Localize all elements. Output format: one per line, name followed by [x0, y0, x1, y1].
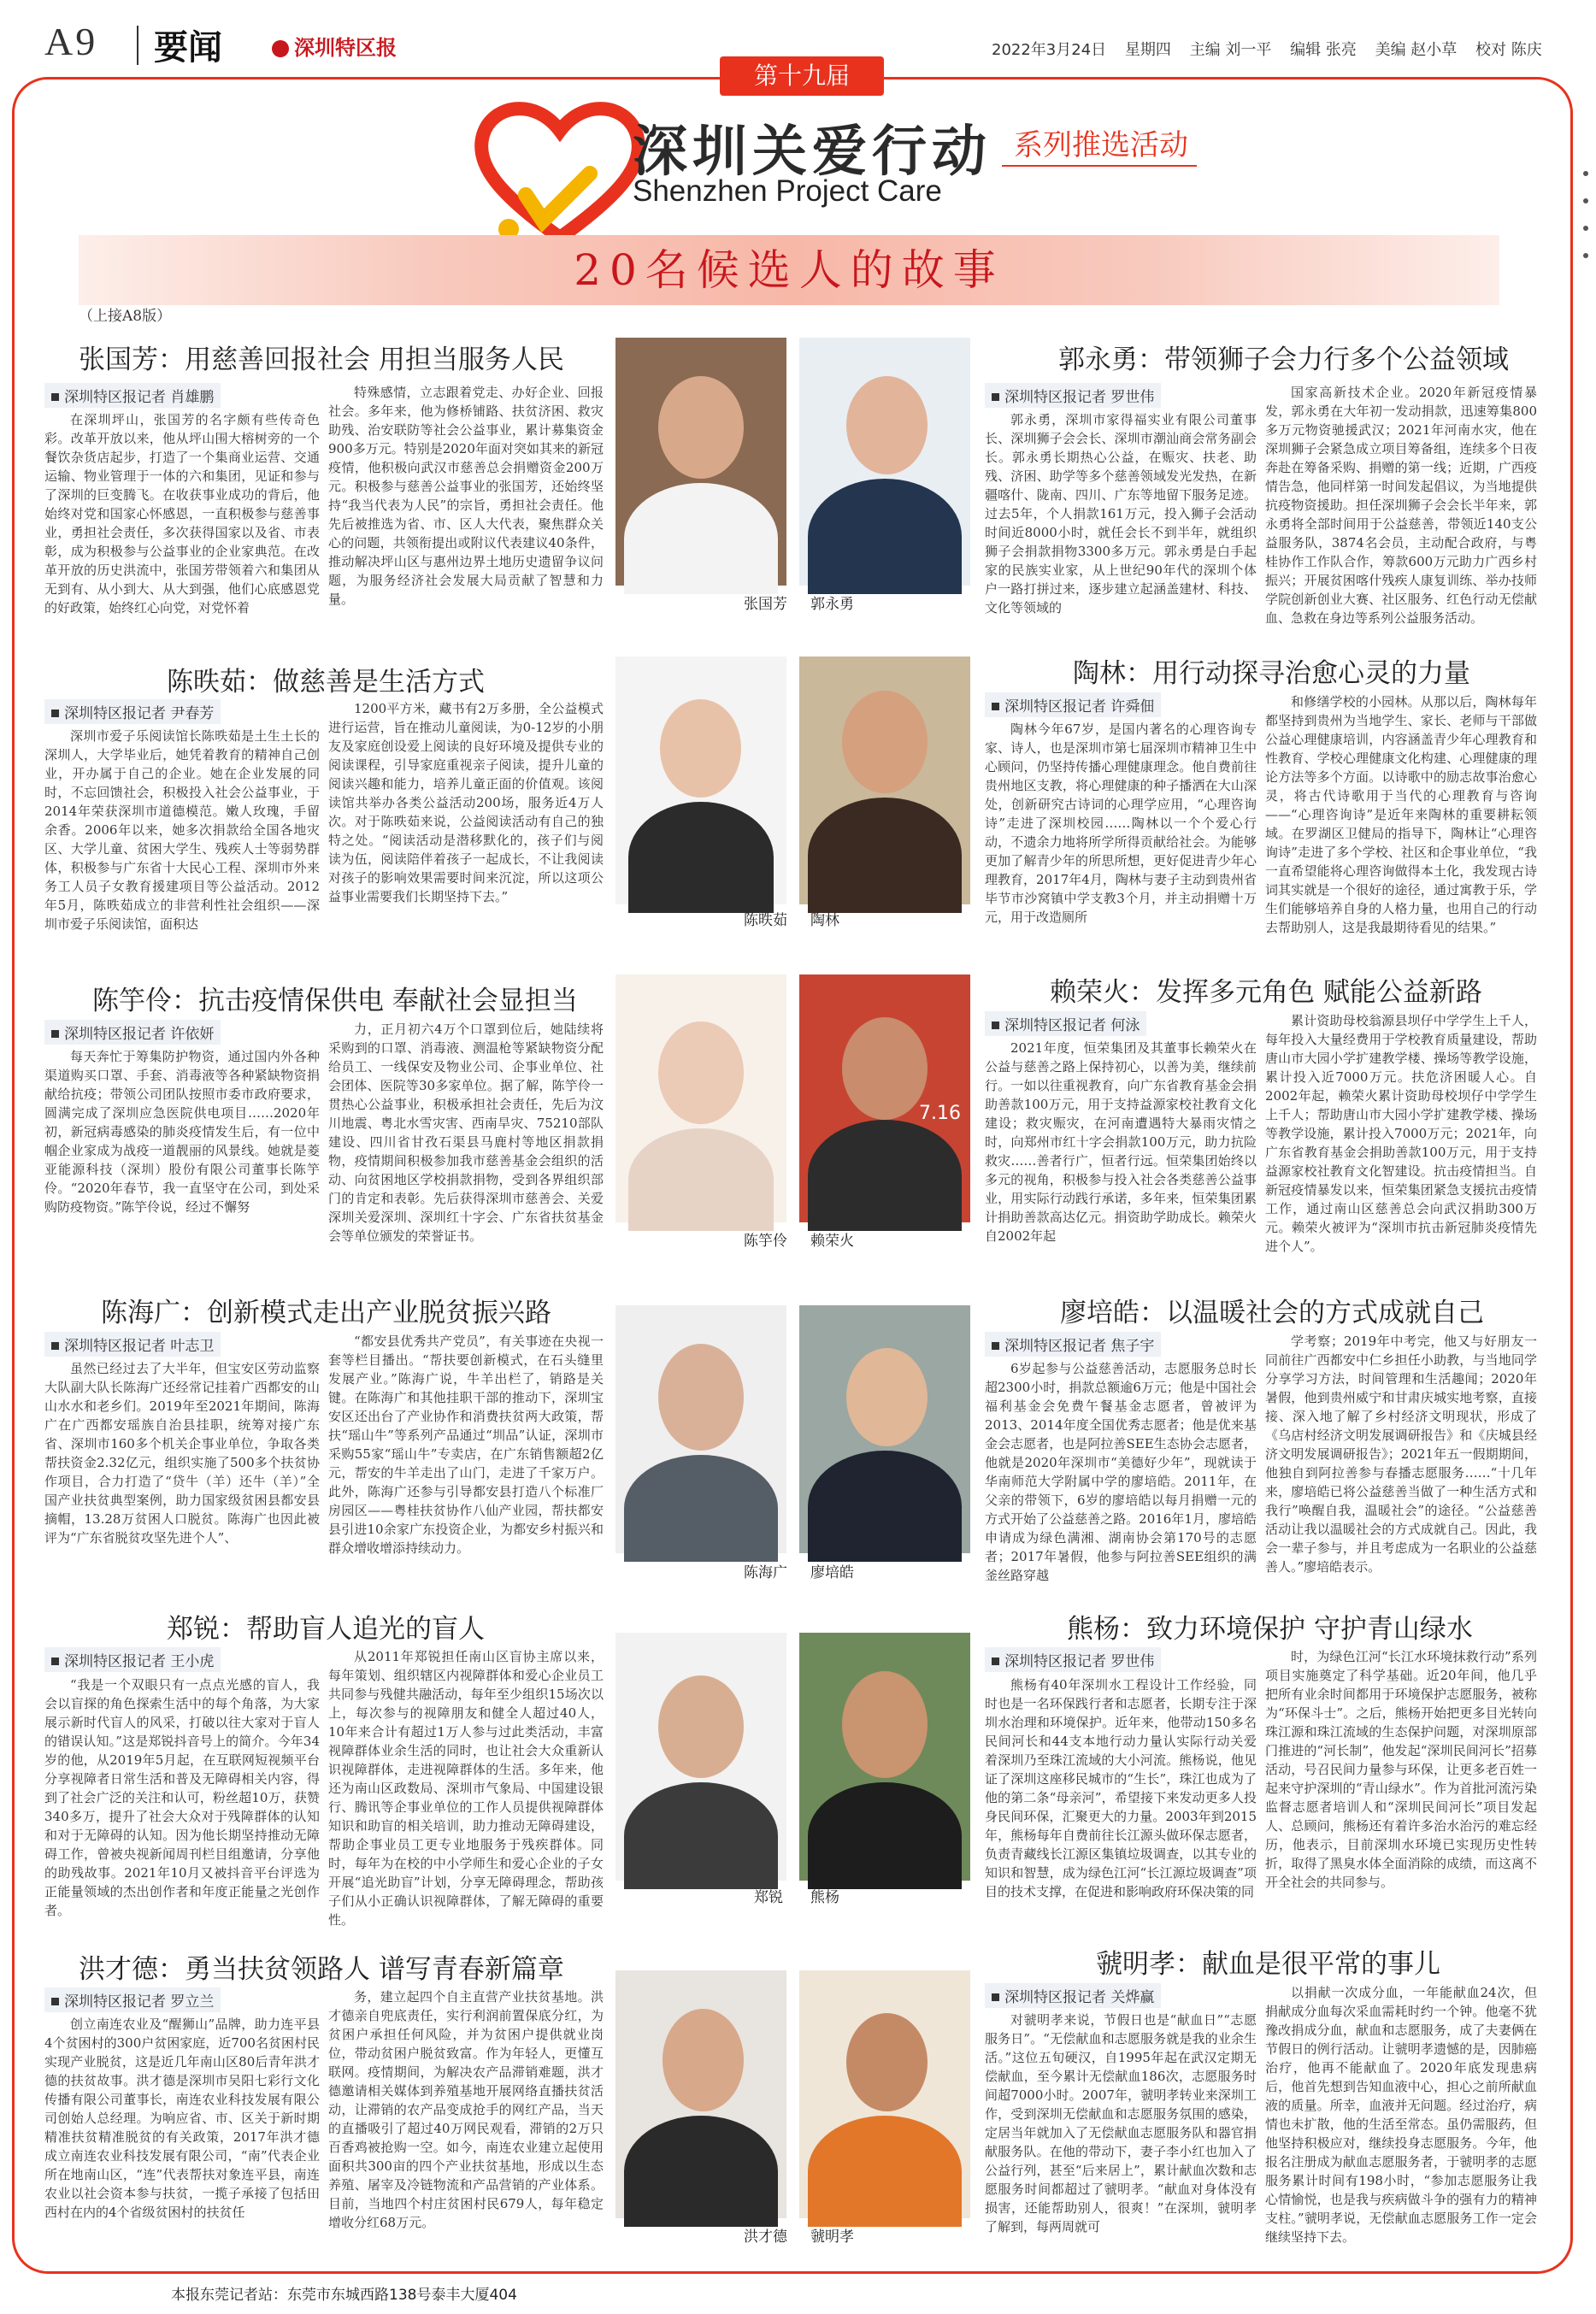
story-guo-yongyong: [1058, 338, 1509, 376]
story-body-col1: 每天奔忙于筹集防护物资，通过国内外各种渠道购买口罩、手套、消毒液等各种紧缺物资捐献给抗疫；带领公司团队按照市委市政府要求，圆满完成了深圳应急医院供电项目……2020年初，新冠病毒感染的肺炎疫情发生后，有一位中帼企业家成为战疫一道靓丽的风景线。她就是菱亚能源科技（深圳）股份有限公司董事长陈竽伶。“2020年春节，我一直坚守在公司，到处采购防疫物资。”陈竽伶说，经过不懈努: [44, 1049, 320, 1215]
photo-face: [846, 1348, 928, 1446]
story-title: 廖培皓：以温暖社会的方式成就自己: [1060, 1298, 1484, 1328]
story-title: 郑锐：帮助盲人追光的盲人: [167, 1614, 485, 1645]
portrait-photo: [799, 1970, 970, 2218]
story-xiong-yang: [1067, 1607, 1494, 1646]
story-body-col2: 学考察；2019年中考完，他又与好朋友一同前往广西都安中仁乡担任小助教，与当地同学分享学习方法，时间管理和生活趣闻；2020年暑假，他到贵州威宁和甘肃庆城实地考察，直接接、深入地了解了乡村经济文明现状，形成了《乌店村经济文明发展调研报告》和《庆城县经济文明发展调研报告》；2021年五一假期期间，他独自到阿拉善参与春播志愿服务……“十几年来，廖培皓已将公益慈善当做了一种生活方式和我行”唤醒自我，温暖社会”的途径。“公益慈善活动让我以温暖社会的方式成就自己。因此，我会一辈子参与，并且考虑成为一名职业的公益慈善人。”廖培皓表示。: [1265, 1334, 1537, 1575]
story-body-col1: “我是一个双眼只有一点点光感的盲人，我会以盲探的角色探索生活中的每个角落，为大家展示新时代盲人的风采，打破以往大家对于盲人的错误认知。”这是郑锐抖音号上的简介。今年34岁的他，从2019年5月起，在互联网短视频平台分享视障者日常生活和普及无障碍相关内容，得到了社会广泛的关注和认可，粉丝超10万，获赞340多万，提升了社会大众对于残障群体的认知和对于无障碍的认知。因为他长期坚持推动无障碍工作，曾被央视新闻周刊栏目组邀请，分享他的助残故事。2021年10月又被抖音平台评选为正能量领域的杰出创作者和年度正能量之光创作者。: [44, 1677, 320, 1918]
portrait-photo: [799, 1305, 970, 1553]
story-body-col2: 国家高新技术企业。2020年新冠疫情暴发，郭永勇在大年初一发动捐款，迅速筹集800多万元物资驰援武汉；2021年河南水灾，他在深圳狮子会紧急成立项目筹备组，连续多个日夜奔赴在筹备采购、捐赠的第一线；近期，广西疫情告急，他同样第一时间发起倡议，为当地提供抗疫物资援助。担任深圳狮子会会长半年来，郭永勇将全部时间用于公益慈善，带领近140支公益服务队，3874名会员，主动配合政府，与粤桂协作工作队合作，筹款600万元助力广西乡村振兴；开展贫困喀什残疾人康复训练、举办技师学院创新创业大赛、社区服务、红色行动无偿献血、急救在身边等系列公益服务活动。: [1265, 385, 1537, 626]
feature-banner: [79, 235, 1499, 305]
story-chen-yiru: [167, 660, 560, 698]
photo-body: [624, 1455, 778, 1562]
photo-face: [842, 1671, 928, 1778]
photo-face: [658, 376, 744, 479]
story-body-col1: 在深圳坪山，张国芳的名字颇有些传奇色彩。改革开放以来，他从坪山围大榕树旁的一个餐饮杂货店起步，打造了一个集商业运营、交通运输、物业管理于一体的六和集团，见证和参与了深圳的巨变腾飞。在收获事业成功的背后，他始终对党和国家心怀感恩，一直积极参与慈善事业，勇担社会责任，多次获得国家以及省、市表彰，成为积极参与公益事业的企业家典范。在改革开放的历史洪流中，张国芳带领着六和集团从无到有、从小到大、从大到强，他们心底感恩党的好政策，始终红心向党，对党怀着: [44, 412, 320, 615]
photo-caption: 虢明孝: [810, 2229, 854, 2246]
photo-body: [808, 1451, 962, 1562]
photo-caption: 郑锐: [754, 1889, 783, 1906]
story-tao-lin: [1073, 651, 1500, 690]
photo-body: [808, 1782, 962, 1889]
photo-caption: 陈海广: [744, 1564, 787, 1581]
portrait-photo: [799, 657, 970, 904]
photo-caption: 洪才德: [744, 2229, 787, 2246]
photo-caption: 张国芳: [744, 596, 787, 613]
story-body-col2: “都安县优秀共产党员”，有关事迹在央视一套等栏目播出。“帮扶要创新模式，在石头缝里发展产业。”陈海广说，牛羊出栏了，销路是关键。在陈海广和其他挂职干部的推动下，深圳宝安区还出台了产业协作和消费扶贫两大政策，帮扶“瑶山牛”等系列产品通过“圳品”认证，深圳市采购55家“瑶山牛”专卖店，在广东销售额超2亿元，帮安的牛羊走出了山门，走进了千家万户。此外，陈海广还参与引导都安县打造八个标准厂房园区——粤桂扶贫协作八仙产业园，帮扶都安县引进10余家广东投资企业，为都安乡村振兴和群众增收增添持续动力。: [328, 1334, 604, 1556]
story-liao-peihao: [1060, 1291, 1487, 1329]
photo-body: [808, 1120, 962, 1231]
story-title: 熊杨：致力环境保护 守护青山绿水: [1067, 1614, 1473, 1645]
story-byline: 深圳特区报记者 王小虎: [44, 1647, 221, 1672]
paper-name: 深圳特区报: [294, 36, 397, 60]
photo-body: [624, 1782, 778, 1889]
story-byline: 深圳特区报记者 焦子宇: [985, 1332, 1161, 1357]
photo-caption: 陈竽伶: [744, 1233, 787, 1250]
photo-face: [842, 1017, 928, 1120]
photo-caption: 陶林: [810, 912, 839, 929]
story-lai-ronghuo: [1050, 970, 1494, 1009]
story-body-col1: 深圳市爱子乐阅读馆长陈昳茹是土生土长的深圳人，大学毕业后，她凭着教育的精神自己创业，开办属于自己的企业。她在企业发展的同时，不忘回馈社会，积极投入社会公益事业，于2014年荣获深圳市道德模范。嫩人玫瑰，手留余香。2006年以来，她多次捐款给全国各地灾区、大学儿童、贫困大学生、残疾人士等弱势群体，积极参与广东省十大民心工程、深圳市外来务工人员子女教育援建项目等公益活动。2012年5月，陈昳茹成立的非营利性社会组织——深圳市爱子乐阅读馆，面积达: [44, 728, 320, 932]
portrait-photo: [615, 1305, 786, 1553]
photo-face: [846, 2013, 928, 2111]
photo-caption: 赖荣火: [810, 1233, 854, 1250]
issue-date: 2022年3月24日: [992, 41, 1107, 59]
photo-face: [842, 691, 928, 793]
story-body-col2: 时，为绿色江河“长江水环境抹救行动”系列项目实施奠定了科学基础。近20年间，他几乎把所有业余时间都用于环境保护志愿服务，被称为“环保斗士”。之后，熊杨开始把更多目光转向珠江源和珠江流域的生态保护问题，对深圳原部门推进的“河长制”，他发起“深圳民间河长”招募活动，号召民间力量参与环保，让更多老百姓一起来守护深圳的“青山绿水”。作为首批河流污染监督志愿者培训人和“深圳民间河长”项目发起人、总顾问，熊杨还有着许多治水治污的难忘经历，他表示，目前深圳水环境已实现历史性转折，取得了黑臭水体全面消除的成绩，而这离不开全社会的共同参与。: [1265, 1649, 1537, 1890]
photo-body: [628, 802, 774, 913]
photo-caption: 陈昳茹: [744, 912, 787, 929]
issue-info: [992, 38, 1556, 60]
story-title: 赖荣火：发挥多元角色 赋能公益新路: [1050, 977, 1482, 1008]
story-byline: 深圳特区报记者 许舜佃: [985, 692, 1161, 717]
campaign-title: 深圳关爱行动: [633, 120, 992, 184]
story-body-col1: 创立南连农业及“醒狮山”品牌，助力连平县4个贫困村的300户贫困家庭，近700名贫困村民实现产业脱贫，这是近几年南山区80后青年洪才德的扶贫故事。洪才德是深圳市吴阳七彩行文化传播有限公司董事长，南连农业科技发展有限公司创始人总经理。为响应省、市、区关于新时期精准扶贫精准脱贫的有关政策，2017年洪才德成立南连农业科技发展有限公司，“南”代表企业所在地南山区，“连”代表帮扶对象连平县，南连农业以社会资本参与扶贫，一揽子承接了包括田西村在内的4个省级贫困村的扶贫任: [44, 2017, 320, 2220]
story-zheng-rui: [167, 1607, 560, 1646]
story-body-col2: 务，建立起四个自主直营产业扶贫基地。洪才德亲自兜底责任，实行利润前置保底分红，为贫困户承担任何风险，并为贫困户提供就业岗位，带动贫困户脱贫致富。作为年轻人，更懂互联网。疫情期间，为解决农产品滞销难题，洪才德邀请相关媒体到养殖基地开展网络直播扶贫活动，让滞销的农产品变成抢手的网红产品，当天的直播吸引了超过40万网民观看，滞销的2万只百香鸡被抢购一空。如今，南连农业建立起使用面积共300亩的四个产业扶贫基地，形成以生态养殖、屠宰及冷链物流和产品营销的产业体系。目前，当地四个村庄贫困村民679人，每年稳定增收分红68万元。: [328, 1989, 604, 2230]
photo-face: [658, 1344, 744, 1451]
photo-body: [624, 483, 778, 594]
heart-logo-icon: [474, 92, 645, 246]
photo-body: [808, 2116, 962, 2227]
story-body-col1: 2021年度，恒荣集团及其董事长赖荣火在公益与慈善之路上保持初心，以善为美，继续前行。一如以往重视教育，向广东省教育基金会捐助善款100万元，用于支持益源家校社教育文化建设；救灾赈灾，在河南遭遇特大暴雨灾情之时，向郑州市红十字会捐款100万元，助力抗险救灾……善者行广，恒者行远。恒荣集团始终以多元的视角，积极参与投入社会各类慈善公益事业，用实际行动践行承诺，多年来，恒荣集团累计捐助善款高达亿元。捐资助学助成长。赖荣火自2002年起: [985, 1040, 1257, 1244]
portrait-photo: [615, 338, 786, 586]
staff-designer: 美编 赵小草: [1375, 41, 1458, 59]
story-byline: 深圳特区报记者 叶志卫: [44, 1332, 221, 1357]
staff-editor2: 编辑 张亮: [1290, 41, 1357, 59]
page-number: A9: [44, 20, 98, 63]
story-body-col2: 和修缮学校的小园林。从那以后，陶林每年都坚持到贵州为当地学生、家长、老师与干部做公益心理健康培训，内容涵盖青少年心理教育和性教育、学校心理健康文化构建、心理健康的理论方法等多个方面。以诗歌中的励志故事治愈心灵，将古代诗歌用于当代的心理教育与咨询——“心理咨询诗”是近年来陶林的重要耕耘领域。在罗湖区卫健局的指导下，陶林让“心理咨询诗”走进了多个学校、社区和企事业单位，“我一直希望能将心理咨询做得本土化，我发现古诗词其实就是一个很好的途径，通过寓教于乐，学生们能够培养自身的人格力量，也用自己的行动去帮助别人，这是我最期待看见的结果。”: [1265, 694, 1537, 935]
story-body-col2: 特殊感情，立志跟着党走、办好企业、回报社会。多年来，他为修桥铺路、扶贫济困、救灾助残、治安联防等社会公益事业，累计募集资金900多万元。特别是2020年面对突如其来的新冠疫情，他积极向武汉市慈善总会捐赠资金200万元。积极参与慈善公益事业的张国芳，还始终坚持“我当代表为人民”的宗旨，勇担社会责任。他先后被推选为省、市、区人大代表，聚焦群众关心的问题，共领衔提出或附议代表建议40条件，推动解决坪山区与惠州边界土地历史遗留争议问题，为服务经济社会发展大局贡献了智慧和力量。: [328, 385, 604, 607]
page-footer: 本报东莞记者站：东莞市东城西路138号泰丰大厦404: [171, 2287, 517, 2304]
header-divider: [137, 26, 138, 65]
story-title: 陈海广：创新模式走出产业脱贫振兴路: [101, 1298, 551, 1328]
photo-face: [658, 1675, 744, 1778]
story-zhang-guofang: [79, 338, 609, 376]
story-body-col2: 1200平方米，藏书有2万多册，全公益模式进行运营，旨在推动儿童阅读，为0-12岁的小朋友及家庭创设爱上阅读的良好环境及提供专业的阅读课程，引导家庭重视亲子阅读，提升儿童的阅读兴趣和能力，培养儿童正面的价值观。该阅读馆共举办各类公益活动200场，服务近4万人次。对于陈昳茹来说，公益阅读活动有自己的独特之处。“阅读活动是潜移默化的，孩子们与阅读为伍，阅读陪伴着孩子一起成长，不让我阅读对孩子的影响效果需要时间来沉淀，所以这项公益事业需要我们长期坚持下去。”: [328, 701, 604, 904]
story-body-col2: 以捐献一次成分血，一年能献血24次，但捐献成分血每次采血需耗时约一个钟。他毫不犹豫改捐成分血，献血和志愿服务，成了夫妻俩在节假日的例行活动。让虢明孝遗憾的是，因肺癌治疗，他再不能献血了。2020年底发现患病后，他首先想到告知血液中心，担心之前所献血液的质量。所幸，血液并无问题。经过治疗，病情也未扩散，他的生活至常态。虽仍需服药，但他坚持积极应对，继续投身志愿服务。今年，他报名注册成为献血志愿服务者，于虢明孝的志愿服务累计时间有198小时，“参加志愿服务让我心情愉悦，也是我与疾病做斗争的强有力的精神支柱。”虢明孝说，无偿献血志愿服务工作一定会继续坚持下去。: [1265, 1985, 1537, 2245]
story-body-col1: 熊杨有40年深圳水工程设计工作经验，同时也是一名环保践行者和志愿者，长期专注于深圳水治理和环境保护。近年来，他带动150多名民间河长和44支本地行动力量认实际行动关爱着深圳乃至珠江流域的大小河流。熊杨说，他见证了深圳这座移民城市的“生长”，珠江也成为了他的第二条“母亲河”，希望接下来发动更多人投身民间环保，汇聚更大的力量。2003年到2015年，熊杨每年自费前往长江源头做环保志愿者，负责青藏线长江源区集镇垃圾调查，以其专业的知识和智慧，成为绿色江河“长江源垃圾调查”项目的技术支撑，在促进和影响政府环保决策的同: [985, 1677, 1257, 1899]
photo-caption: 熊杨: [810, 1889, 839, 1906]
photo-face: [660, 699, 741, 798]
story-body-col1: 6岁起参与公益慈善活动，志愿服务总时长超2300小时，捐款总额逾6万元；他是中国社会福利基金会免费午餐基金志愿者，曾被评为2013、2014年度全国优秀志愿者；他是优来基金会志愿者，也是阿拉善SEE生态协会志愿者，他就是2020年深圳市“美德好少年”，现就读于华南师范大学附属中学的廖培皓。2011年，在父亲的带领下，6岁的廖培皓以每月捐赠一元的方式开始了公益慈善之路。2016年1月，廖培皓申请成为绿色满湘、湖南协会第170号的志愿者；2017年暑假，他参与阿拉善SEE组织的满釜丝路穿越: [985, 1361, 1257, 1583]
story-hong-caide: [79, 1947, 609, 1986]
story-title: 洪才德：勇当扶贫领路人 谱写青春新篇章: [79, 1954, 564, 1985]
story-body-col2: 从2011年郑锐担任南山区盲协主席以来，每年策划、组织辖区内视障群体和爱心企业员工共同参与残健共融活动，每年至少组织15场次以上，每次参与的视障朋友和健全人超过40人，10年来合计有超过1万人参与过此类活动，丰富视障群体业余生活的同时，也让社会大众重新认识视障群体，走进视障群体的生活。多年来，他还为南山区政数局、深圳市气象局、中国建设银行、腾讯等企事业单位的工作人员提供视障群体知识和助盲的相关培训，助力推动无障碍建设，帮助企事业员工更专业地服务于残疾群体。同时，每年为在校的中小学师生和爱心企业的子女开展“追光助盲”计划，分享无障碍理念，帮助孩子们从小正确认识视障群体，了解无障碍的重要性。: [328, 1649, 604, 1928]
story-chen-haiguang: [101, 1291, 580, 1329]
photo-caption: 郭永勇: [810, 596, 854, 613]
story-body-col1: 郭永勇，深圳市家得福实业有限公司董事长、深圳狮子会会长、深圳市潮汕商会常务副会长。郭永勇长期热心公益，在赈灾、扶老、助残、济困、助学等多个慈善领域发光发热，在新疆喀什、陇南、四川、广东等地留下服务足迹。过去5年，个人捐款161万元，投入狮子会活动时间近8000小时，就任会长不到半年，就组织狮子会捐款捐物3300多万元。郭永勇是白手起家的民族实业家，从上世纪90年代的深圳个体户一路打拼过来，逐步建立起涵盖建材、科技、文化等领域的: [985, 412, 1257, 615]
photo-face: [846, 376, 928, 474]
section-name: 要闻: [154, 28, 222, 68]
portrait-photo: [615, 1633, 786, 1881]
story-title: 虢明孝：献血是很平常的事儿: [1096, 1949, 1440, 1980]
portrait-photo: [615, 657, 786, 904]
story-byline: 深圳特区报记者 许依妍: [44, 1020, 221, 1045]
story-body-col1: 对虢明孝来说，节假日也是“献血日”“志愿服务日”。“无偿献血和志愿服务就是我的业余生活。”这位五旬硬汉，自1995年起在武汉定期无偿献血，至今累计无偿献血186次，志愿服务时间超7000小时。2007年，虢明孝转业来深圳工作，受到深圳无偿献血和志愿服务氛围的感染，定居当年就加入了无偿献血志愿服务队和器官捐献服务队。在他的带动下，妻子李小红也加入了公益行列，甚至“后来居上”，累计献血次数和志愿服务时间都超过了虢明孝。“献血对身体没有损害，还能帮助别人，很爽！”在深圳，虢明孝了解到，每两周就可: [985, 2012, 1257, 2235]
photo-body: [628, 1128, 774, 1231]
paper-logo: [272, 31, 397, 61]
story-byline: 深圳特区报记者 何泳: [985, 1011, 1146, 1036]
story-title: 陈竽伶：抗击疫情保供电 奉献社会显担当: [92, 986, 578, 1016]
portrait-photo: [799, 1633, 970, 1881]
portrait-photo: [615, 1970, 786, 2218]
story-title: 张国芳：用慈善回报社会 用担当服务人民: [79, 344, 564, 375]
photo-caption: 廖培皓: [810, 1564, 854, 1581]
campaign-tag: 系列推选活动: [1002, 121, 1197, 167]
portrait-photo: [799, 974, 970, 1222]
story-byline: 深圳特区报记者 肖雄鹏: [44, 383, 221, 408]
story-chen-yuling: [92, 979, 605, 1017]
margin-dot: [1583, 198, 1588, 203]
staff-editor: 主编 刘一平: [1189, 41, 1272, 59]
logo-mark-icon: [272, 40, 289, 57]
story-byline: 深圳特区报记者 罗世伟: [985, 1647, 1161, 1672]
story-byline: 深圳特区报记者 尹春芳: [44, 699, 221, 724]
staff-proofreader: 校对 陈庆: [1475, 41, 1542, 59]
photo-body: [624, 2116, 778, 2227]
story-guo-mingxiao: [1096, 1942, 1506, 1981]
issue-weekday: 星期四: [1124, 41, 1171, 59]
margin-dot: [1583, 171, 1588, 176]
photo-face: [663, 2009, 744, 2111]
story-body-col1: 虽然已经过去了大半年，但宝安区劳动监察大队副大队长陈海广还经常记挂着广西都安的山山水水和老乡们。2019年至2021年期间，陈海广在广西都安瑶族自治县挂职，统筹对接广东省、深圳市160多个机关企事业单位，争取各类帮扶资金2.32亿元，组织实施了500多个扶贫协作项目，合力打造了“贷牛（羊）还牛（羊）”全国产业扶贫典型案例，助力国家级贫困县都安县摘帽，13.28万贫困人口脱贫。陈海广也因此被评为“广东省脱贫攻坚先进个人”、: [44, 1361, 320, 1546]
story-byline: 深圳特区报记者 罗世伟: [985, 383, 1161, 408]
portrait-photo: [799, 338, 970, 586]
story-byline: 深圳特区报记者 关烨赢: [985, 1983, 1161, 2008]
photo-face: [658, 1022, 744, 1124]
story-body-col2: 累计资助母校翁源县坝仔中学学生上千人，每年投入大量经费用于学校教育质量建设，帮助唐山市大园小学扩建教学楼、操场等教学设施，累计投入近7000万元。扶危济困暖人心。自2002年起，赖荣火累计资助母校坝仔中学学生上千人；帮助唐山市大园小学扩建教学楼、操场等教学设施，累计投入7000万元；2021年，向广东省教育基金会捐助善款100万元，用于支持益源家校社教育文化智建设。抗击疫情担当。自新冠疫情暴发以来，恒荣集团紧急支援抗击疫情工作，通过南山区慈善总会向武汉捐助300万元。赖荣火被评为“深圳市抗击新冠肺炎疫情先进个人”。: [1265, 1013, 1537, 1254]
campaign-title-en: Shenzhen Project Care: [633, 174, 942, 208]
story-body-col2: 力，正月初六4万个口罩到位后，她陆续将采购到的口罩、消毒液、测温枪等紧缺物资分配给员工、一线保安及物业公司、企事业单位、社会团体、医院等30多家单位。据了解，陈竽伶一贯热心公益事业，积极承担社会责任，先后为汶川地震、粤北水雪灾害、西南旱灾、75210部队建设、四川省甘孜石渠县马鹿村等地区捐款捐物，疫情期间积极参加我市慈善基金会组织的活动、向贫困地区学校捐款捐物，受到各界组织部门的肯定和表彰。先后获得深圳市慈善会、关爱深圳关爱深圳、深圳红十字会、广东省扶贫基金会等单位颁发的荣誉证书。: [328, 1022, 604, 1244]
margin-dot: [1583, 226, 1588, 231]
edition-badge: 第十九届: [720, 56, 884, 96]
photo-backdrop-text: 7.16: [919, 1103, 961, 1124]
continued-note: （上接A8版）: [79, 308, 172, 325]
portrait-photo: [615, 974, 786, 1222]
feature-title: 20名候选人的故事: [574, 245, 1004, 295]
photo-body: [808, 479, 962, 594]
story-byline: 深圳特区报记者 罗立兰: [44, 1987, 221, 2012]
story-body-col1: 陶林今年67岁，是国内著名的心理咨询专家、诗人，也是深圳市第七届深圳市精神卫生中心顾问，仍坚持传播心理健康理念。他自费前往贵州地区支教，将心理健康的种子播洒在大山深处，创新研究古诗词的心理学应用，“心理咨询诗”走进了深圳校园……陶林以一个个爱心行动，不遗余力地将所学所得贡献给社会。为能够更加了解青少年的所思所想，更好促进青少年心理教育，2017年4月，陶林与妻子主动到贵州省毕节市沙窝镇中学支教3个月，并主动捐赠十万元，用于改造厕所: [985, 721, 1257, 925]
photo-body: [808, 798, 962, 913]
story-title: 郭永勇：带领狮子会力行多个公益领域: [1058, 344, 1509, 375]
story-title: 陈昳茹：做慈善是生活方式: [167, 667, 485, 698]
margin-dot: [1583, 253, 1588, 258]
story-title: 陶林：用行动探寻治愈心灵的力量: [1073, 658, 1470, 689]
